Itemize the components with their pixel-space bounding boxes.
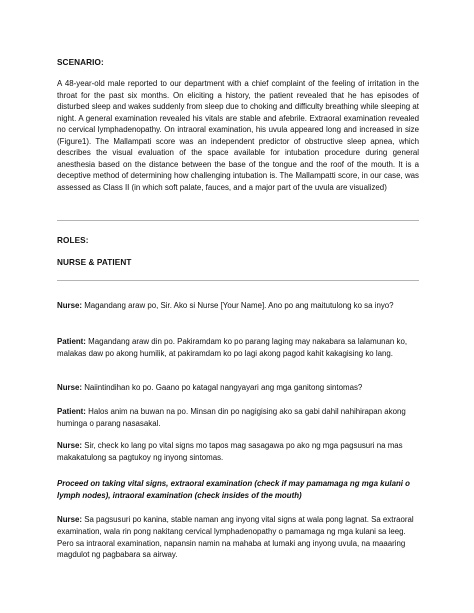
dialogue-text: Magandang araw din po. Pakiramdam ko po parang laging may nakabara sa lalamunan ko, malakas daw po akong humilik, at pakiramdam ko po lagi akong pagod kahit kakagising ko lang. <box>57 337 408 358</box>
roles-subheading: NURSE & PATIENT <box>57 258 132 267</box>
divider-line <box>57 220 419 221</box>
speaker-label: Patient: <box>57 337 86 346</box>
dialogue-line <box>57 406 419 430</box>
scenario-paragraph: A 48-year-old male reported to our department with a chief complaint of the feeling of irritation in the throat for the past six months. On eliciting a history, the patient revealed that he has episodes of disturbed sleep and wakes suddenly from sleep due to choking and difficulty breathing while sleeping at night. A general examination revealed his vitals are stable and afebrile. Extraoral examination revealed no cervical lymphadenopathy. On intraoral examination, his uvula appeared long and increased in size (Figure1). The Mallampati score was an independent predictor of obstructive sleep apnea, which describes the visual evaluation of the space available for intubation procedure during general anesthesia based on the distance between the base of the tongue and the roof of the mouth. It is a deceptive method of determining how challenging intubation is. The Mallampatti score, in our case, was assessed as Class II (in which soft palate, fauces, and a major part of the uvula are visualized) <box>57 79 419 192</box>
dialogue-line <box>57 440 419 464</box>
dialogue-text: Naiintindihan ko po. Gaano po katagal nangyayari ang mga ganitong sintomas? <box>82 383 363 392</box>
dialogue-line <box>57 336 419 360</box>
dialogue-text: Sa pagsusuri po kanina, stable naman ang inyong vital signs at wala pong lagnat. Sa extraoral examination, wala rin pong nakitang cervical lymphadenopathy o pamamaga ng mga kulani sa leeg. Pero sa intraoral examination, napansin namin na mahaba at lumaki ang inyong uvula, na maaaring magdulot ng pagbabara sa airway. <box>57 515 414 560</box>
speaker-label: Nurse: <box>57 441 82 450</box>
dialogue-line <box>57 382 419 394</box>
dialogue-text: Magandang araw po, Sir. Ako si Nurse [Your Name]. Ano po ang maitutulong ko sa inyo? <box>82 301 394 310</box>
dialogue-text: Halos anim na buwan na po. Minsan din po nagigising ako sa gabi dahil nahihirapan akong huminga o parang nasasakal. <box>57 407 406 428</box>
dialogue-line <box>57 514 419 561</box>
speaker-label: Nurse: <box>57 301 82 310</box>
speaker-label: Nurse: <box>57 515 82 524</box>
divider-line <box>57 280 419 281</box>
speaker-label: Patient: <box>57 407 86 416</box>
speaker-label: Nurse: <box>57 383 82 392</box>
instruction-note: Proceed on taking vital signs, extraoral examination (check if may pamamaga ng mga kulani o lymph nodes), intraoral examination (check insides of the mouth) <box>57 479 410 500</box>
roles-heading: ROLES: <box>57 236 89 245</box>
dialogue-line <box>57 300 419 312</box>
dialogue-text: Sir, check ko lang po vital signs mo tapos mag sasagawa po ako ng mga pagsusuri na mas makakatulong sa pagtukoy ng inyong sintomas. <box>57 441 403 462</box>
scenario-heading: SCENARIO: <box>57 58 104 67</box>
